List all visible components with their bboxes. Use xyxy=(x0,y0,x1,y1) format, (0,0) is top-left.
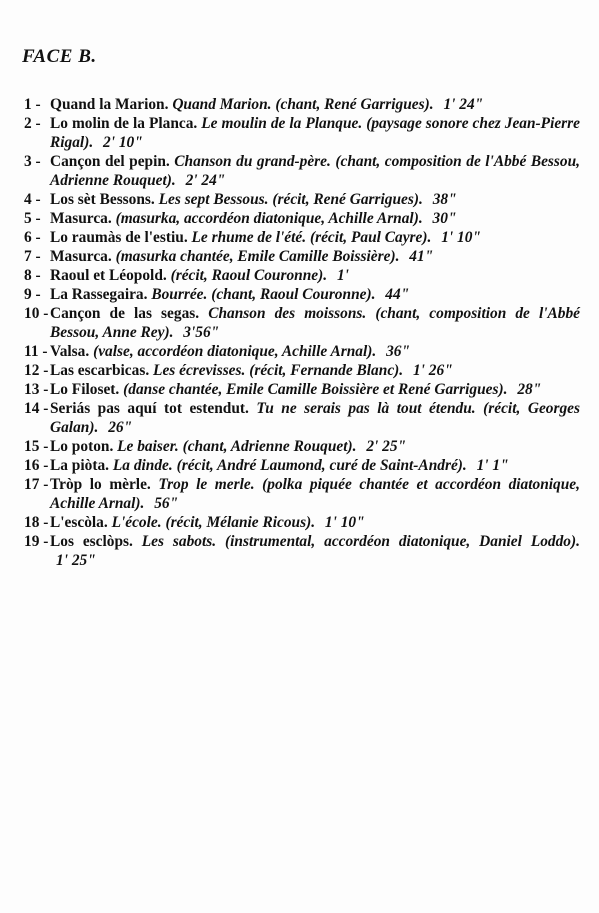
track-duration: 36" xyxy=(386,343,411,360)
track-details: (chant, Adrienne Rouquet). xyxy=(182,438,357,455)
track-details: (chant, René Garrigues). xyxy=(275,96,434,113)
track-duration: 41" xyxy=(409,248,434,265)
track-number: 16 - xyxy=(24,457,49,474)
track-french-title: Trop le merle. xyxy=(158,476,255,493)
track-item xyxy=(24,95,580,114)
track-number: 6 - xyxy=(24,229,41,246)
track-details: (danse chantée, Emile Camille Boissière et René Garrigues). xyxy=(123,381,508,398)
track-title: Lo poton. xyxy=(50,438,114,455)
track-number: 4 - xyxy=(24,191,41,208)
track-duration: 30" xyxy=(432,210,457,227)
track-french-title: Chanson des moissons. xyxy=(208,305,367,322)
track-details: (récit, André Laumond, curé de Saint-André). xyxy=(176,457,467,474)
track-title: La Rassegaira. xyxy=(50,286,148,303)
track-title: Tròp lo mèrle. xyxy=(50,476,151,493)
track-duration: 1' xyxy=(336,267,349,284)
track-item xyxy=(24,532,580,570)
track-item xyxy=(24,228,580,247)
track-number: 5 - xyxy=(24,210,41,227)
track-item xyxy=(24,190,580,209)
track-item xyxy=(24,475,580,513)
track-number: 3 - xyxy=(24,153,41,170)
track-title: Valsa. xyxy=(50,343,90,360)
track-title: L'escòla. xyxy=(50,514,108,531)
track-duration: 3'56" xyxy=(183,324,220,341)
track-details: (récit, Fernande Blanc). xyxy=(249,362,404,379)
track-duration: 1' 1" xyxy=(476,457,509,474)
track-title: Raoul et Léopold. xyxy=(50,267,167,284)
track-item xyxy=(24,456,580,475)
track-duration: 1' 10" xyxy=(441,229,481,246)
track-number: 8 - xyxy=(24,267,41,284)
track-duration: 28" xyxy=(517,381,542,398)
track-item xyxy=(24,380,580,399)
track-details: (récit, Georges Galan). xyxy=(50,400,580,436)
track-french-title: Tu ne serais pas là tout étendu. xyxy=(256,400,476,417)
track-item xyxy=(24,304,580,342)
track-number: 9 - xyxy=(24,286,41,303)
track-item xyxy=(24,209,580,228)
track-title: Masurca. xyxy=(50,248,112,265)
track-number: 13 - xyxy=(24,381,49,398)
track-duration: 56" xyxy=(154,495,179,512)
track-french-title: Les sabots. xyxy=(141,533,217,550)
track-duration: 44" xyxy=(385,286,410,303)
track-number: 12 - xyxy=(24,362,49,379)
track-french-title: Chanson du grand-père. xyxy=(174,153,331,170)
track-details: (chant, composition de l'Abbé Bessou, Anne Rey). xyxy=(50,305,580,341)
track-french-title: Les écrevisses. xyxy=(153,362,246,379)
track-details: (récit, Mélanie Ricous). xyxy=(165,514,316,531)
track-duration: 2' 24" xyxy=(185,172,226,189)
track-duration: 1' 24" xyxy=(443,96,484,113)
track-french-title: Le baiser. xyxy=(117,438,179,455)
track-french-title: Quand Marion. xyxy=(172,96,272,113)
track-number: 10 - xyxy=(24,305,49,322)
track-number: 11 - xyxy=(24,343,48,360)
track-item xyxy=(24,513,580,532)
track-item xyxy=(24,399,580,437)
track-duration: 1' 25" xyxy=(56,552,96,569)
track-title: Masurca. xyxy=(50,210,112,227)
track-duration: 26" xyxy=(108,419,133,436)
track-number: 7 - xyxy=(24,248,41,265)
track-title: Seriás pas aquí tot estendut. xyxy=(50,400,249,417)
track-duration: 38" xyxy=(432,191,457,208)
track-title: Los sèt Bessons. xyxy=(50,191,155,208)
track-french-title: La dinde. xyxy=(112,457,173,474)
track-details: (récit, Raoul Couronne). xyxy=(170,267,328,284)
track-details: (récit, René Garrigues). xyxy=(272,191,423,208)
track-item xyxy=(24,437,580,456)
track-french-title: Le moulin de la Planque. xyxy=(201,115,363,132)
track-french-title: L'école. xyxy=(111,514,162,531)
track-number: 2 - xyxy=(24,115,41,132)
track-number: 18 - xyxy=(24,514,49,531)
track-title: Cançon de las segas. xyxy=(50,305,200,322)
track-details: (chant, Raoul Couronne). xyxy=(211,286,376,303)
track-number: 14 - xyxy=(24,400,49,417)
track-french-title: Le rhume de l'été. xyxy=(191,229,307,246)
face-heading: FACE B. xyxy=(22,46,97,67)
track-title: Lo molin de la Planca. xyxy=(50,115,198,132)
track-number: 19 - xyxy=(24,533,49,550)
track-details: (masurka chantée, Emile Camille Boissière). xyxy=(115,248,400,265)
track-french-title: Bourrée. xyxy=(151,286,208,303)
track-french-title: Les sept Bessous. xyxy=(158,191,269,208)
track-duration: 1' 26" xyxy=(412,362,453,379)
track-details: (instrumental, accordéon diatonique, Daniel Loddo). xyxy=(225,533,580,550)
track-title: Lo Filoset. xyxy=(50,381,120,398)
track-item xyxy=(24,247,580,266)
track-details: (chant, composition de l'Abbé Bessou, Adrienne Rouquet). xyxy=(50,153,581,189)
track-duration: 2' 25" xyxy=(366,438,407,455)
track-details: (paysage sonore chez Jean-Pierre Rigal). xyxy=(50,115,580,151)
track-details: (récit, Paul Cayre). xyxy=(309,229,432,246)
track-details: (polka piquée chantée et accordéon diatonique, Achille Arnal). xyxy=(50,476,580,512)
track-title: Cançon del pepin. xyxy=(50,153,170,170)
track-details: (valse, accordéon diatonique, Achille Arnal). xyxy=(93,343,377,360)
track-details: (masurka, accordéon diatonique, Achille Arnal). xyxy=(115,210,423,227)
track-item xyxy=(24,342,580,361)
track-number: 1 - xyxy=(24,96,41,113)
track-number: 15 - xyxy=(24,438,49,455)
track-duration: 2' 10" xyxy=(103,134,143,151)
track-item xyxy=(24,266,580,285)
track-list xyxy=(24,95,580,570)
track-title: Lo raumàs de l'estiu. xyxy=(50,229,188,246)
track-item xyxy=(24,361,580,380)
track-duration: 1' 10" xyxy=(324,514,365,531)
track-item xyxy=(24,114,580,152)
track-title: Las escarbicas. xyxy=(50,362,150,379)
track-title: La piòta. xyxy=(50,457,110,474)
track-number: 17 - xyxy=(24,476,49,493)
track-title: Quand la Marion. xyxy=(50,96,169,113)
track-item xyxy=(24,152,580,190)
track-item xyxy=(24,285,580,304)
track-title: Los esclòps. xyxy=(50,533,133,550)
